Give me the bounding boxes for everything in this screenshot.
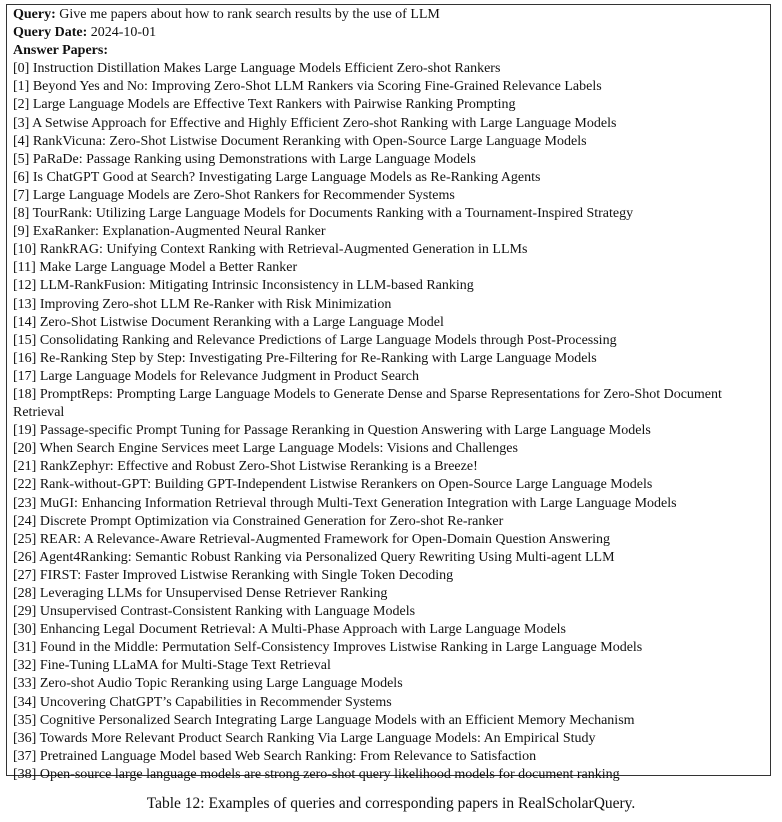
paper-index: [4] bbox=[13, 133, 30, 149]
paper-item bbox=[13, 60, 770, 78]
paper-index: [31] bbox=[13, 640, 37, 656]
paper-index: [29] bbox=[13, 604, 37, 620]
paper-item bbox=[13, 368, 770, 386]
paper-index: [19] bbox=[13, 423, 37, 439]
paper-item bbox=[13, 115, 770, 133]
query-label: Query: bbox=[13, 7, 56, 22]
paper-item bbox=[13, 314, 770, 332]
paper-index: [32] bbox=[13, 658, 37, 674]
paper-title: When Search Engine Services meet Large Language Models: Visions and Challenges bbox=[39, 441, 518, 457]
paper-item bbox=[13, 440, 770, 458]
paper-item bbox=[13, 639, 770, 657]
paper-item bbox=[13, 531, 770, 549]
paper-index: [11] bbox=[13, 260, 36, 276]
paper-title: PaRaDe: Passage Ranking using Demonstrations with Large Language Models bbox=[32, 151, 476, 167]
paper-title: Fine-Tuning LLaMA for Multi-Stage Text Retrieval bbox=[39, 658, 331, 674]
paper-title: Leveraging LLMs for Unsupervised Dense Retriever Ranking bbox=[39, 586, 388, 601]
paper-title: A Setwise Approach for Effective and Highly Efficient Zero-shot Ranking with Large Language Models bbox=[32, 115, 617, 131]
paper-item bbox=[13, 386, 770, 422]
paper-index: [7] bbox=[13, 187, 30, 203]
paper-index: [26] bbox=[13, 549, 37, 565]
paper-index: [38] bbox=[13, 766, 37, 782]
paper-title: Rank-without-GPT: Building GPT-Independent Listwise Rerankers on Open-Source Large Language Models bbox=[39, 477, 653, 493]
query-row bbox=[13, 6, 770, 24]
paper-title: Large Language Models are Zero-Shot Rankers for Recommender Systems bbox=[32, 187, 455, 203]
paper-item bbox=[13, 422, 770, 440]
paper-index: [25] bbox=[13, 531, 37, 547]
paper-title: MuGI: Enhancing Information Retrieval through Multi-Text Generation Integration with Large Language Models bbox=[39, 495, 677, 511]
paper-index: [3] bbox=[13, 115, 30, 131]
paper-title: Enhancing Legal Document Retrieval: A Multi-Phase Approach with Large Language Models bbox=[39, 622, 566, 638]
paper-title: Discrete Prompt Optimization via Constrained Generation for Zero-shot Re-ranker bbox=[39, 513, 504, 529]
query-text: Give me papers about how to rank search results by the use of LLM bbox=[59, 7, 440, 22]
paper-index: [37] bbox=[13, 748, 37, 764]
paper-title: PromptReps: Prompting Large Language Models to Generate Dense and Sparse Representations for Zero-Shot Document Retrieval bbox=[13, 386, 722, 421]
paper-index: [13] bbox=[13, 296, 37, 312]
paper-title: Make Large Language Model a Better Ranker bbox=[39, 260, 298, 276]
paper-title: Improving Zero-shot LLM Re-Ranker with Risk Minimization bbox=[39, 296, 392, 312]
paper-title: Uncovering ChatGPT’s Capabilities in Recommender Systems bbox=[39, 694, 392, 710]
paper-index: [36] bbox=[13, 730, 37, 746]
paper-index: [10] bbox=[13, 242, 37, 258]
paper-title: RankVicuna: Zero-Shot Listwise Document Reranking with Open-Source Large Language Models bbox=[32, 133, 587, 149]
paper-index: [9] bbox=[13, 224, 30, 240]
paper-item bbox=[13, 205, 770, 223]
paper-item bbox=[13, 151, 770, 169]
paper-title: Open-source large language models are strong zero-shot query likelihood models for document ranking bbox=[39, 766, 620, 782]
paper-title: Zero-shot Audio Topic Reranking using Large Language Models bbox=[39, 676, 403, 692]
paper-item bbox=[13, 133, 770, 151]
paper-title: FIRST: Faster Improved Listwise Reranking with Single Token Decoding bbox=[39, 567, 454, 583]
paper-item bbox=[13, 259, 770, 277]
paper-index: [1] bbox=[13, 79, 30, 95]
paper-item bbox=[13, 513, 770, 531]
paper-title: Large Language Models are Effective Text Rankers with Pairwise Ranking Prompting bbox=[32, 97, 516, 113]
paper-index: [0] bbox=[13, 61, 30, 77]
paper-item bbox=[13, 332, 770, 350]
paper-item bbox=[13, 495, 770, 513]
paper-index: [28] bbox=[13, 586, 37, 601]
paper-item bbox=[13, 657, 770, 675]
paper-index: [30] bbox=[13, 622, 37, 638]
query-date-row bbox=[13, 24, 770, 42]
paper-item bbox=[13, 621, 770, 639]
paper-item bbox=[13, 712, 770, 730]
paper-item bbox=[13, 169, 770, 187]
paper-index: [21] bbox=[13, 459, 37, 475]
paper-item bbox=[13, 549, 770, 567]
paper-item bbox=[13, 96, 770, 114]
paper-index: [35] bbox=[13, 712, 37, 728]
paper-title: TourRank: Utilizing Large Language Models for Documents Ranking with a Tournament-Inspired Strategy bbox=[32, 206, 634, 222]
paper-title: RankRAG: Unifying Context Ranking with Retrieval-Augmented Generation in LLMs bbox=[39, 242, 528, 258]
paper-index: [16] bbox=[13, 350, 37, 366]
paper-item bbox=[13, 694, 770, 712]
paper-title: Unsupervised Contrast-Consistent Ranking with Language Models bbox=[39, 604, 416, 620]
paper-title: Instruction Distillation Makes Large Language Models Efficient Zero-shot Rankers bbox=[32, 61, 501, 77]
paper-item bbox=[13, 223, 770, 241]
paper-index: [14] bbox=[13, 314, 37, 330]
paper-list bbox=[13, 60, 770, 784]
paper-title: Beyond Yes and No: Improving Zero-Shot LLM Rankers via Scoring Fine-Grained Relevance Labels bbox=[32, 79, 602, 95]
paper-item bbox=[13, 567, 770, 585]
table-caption: Table 12: Examples of queries and corresponding papers in RealScholarQuery. bbox=[146, 795, 636, 812]
paper-item bbox=[13, 766, 770, 784]
paper-index: [20] bbox=[13, 441, 37, 457]
paper-item bbox=[13, 78, 770, 96]
paper-title: Passage-specific Prompt Tuning for Passage Reranking in Question Answering with Large Language Models bbox=[39, 423, 651, 439]
paper-item bbox=[13, 748, 770, 766]
paper-index: [33] bbox=[13, 676, 37, 692]
paper-item bbox=[13, 675, 770, 693]
paper-item bbox=[13, 476, 770, 494]
paper-index: [12] bbox=[13, 278, 37, 294]
paper-title: Found in the Middle: Permutation Self-Consistency Improves Listwise Ranking in Large Language Models bbox=[39, 640, 643, 656]
paper-index: [23] bbox=[13, 495, 37, 511]
paper-index: [17] bbox=[13, 368, 37, 384]
paper-title: Pretrained Language Model based Web Search Ranking: From Relevance to Satisfaction bbox=[39, 748, 537, 764]
paper-title: Agent4Ranking: Semantic Robust Ranking via Personalized Query Rewriting Using Multi-agent LLM bbox=[39, 549, 615, 565]
paper-index: [6] bbox=[13, 169, 30, 185]
paper-item bbox=[13, 187, 770, 205]
query-date-value: 2024-10-01 bbox=[90, 25, 157, 41]
paper-item bbox=[13, 277, 770, 295]
paper-title: Cognitive Personalized Search Integrating Large Language Models with an Efficient Memory Mechanism bbox=[39, 712, 635, 728]
paper-item bbox=[13, 585, 770, 603]
paper-item bbox=[13, 296, 770, 314]
paper-title: Zero-Shot Listwise Document Reranking with a Large Language Model bbox=[39, 314, 444, 330]
paper-index: [18] bbox=[13, 386, 37, 402]
paper-title: ExaRanker: Explanation-Augmented Neural Ranker bbox=[32, 224, 326, 240]
query-date-label: Query Date: bbox=[13, 25, 88, 41]
paper-index: [2] bbox=[13, 97, 30, 113]
paper-title: RankZephyr: Effective and Robust Zero-Shot Listwise Reranking is a Breeze! bbox=[39, 459, 478, 475]
paper-index: [22] bbox=[13, 477, 37, 493]
answer-papers-label: Answer Papers: bbox=[13, 43, 109, 59]
paper-index: [15] bbox=[13, 332, 37, 348]
paper-item bbox=[13, 603, 770, 621]
query-table bbox=[6, 4, 771, 782]
paper-title: Large Language Models for Relevance Judgment in Product Search bbox=[39, 368, 420, 384]
paper-index: [5] bbox=[13, 151, 30, 167]
paper-item bbox=[13, 730, 770, 748]
paper-item bbox=[13, 458, 770, 476]
paper-title: Towards More Relevant Product Search Ranking Via Large Language Models: An Empirical Study bbox=[39, 730, 596, 746]
paper-title: REAR: A Relevance-Aware Retrieval-Augmented Framework for Open-Domain Question Answering bbox=[39, 531, 611, 547]
paper-index: [27] bbox=[13, 567, 37, 583]
paper-title: Re-Ranking Step by Step: Investigating Pre-Filtering for Re-Ranking with Large Language Models bbox=[39, 350, 597, 366]
paper-index: [24] bbox=[13, 513, 37, 529]
paper-item bbox=[13, 241, 770, 259]
paper-title: LLM-RankFusion: Mitigating Intrinsic Inconsistency in LLM-based Ranking bbox=[39, 278, 474, 294]
paper-item bbox=[13, 350, 770, 368]
paper-title: Consolidating Ranking and Relevance Predictions of Large Language Models through Post-Processing bbox=[39, 332, 617, 348]
paper-index: [8] bbox=[13, 206, 30, 222]
paper-index: [34] bbox=[13, 694, 37, 710]
paper-title: Is ChatGPT Good at Search? Investigating Large Language Models as Re-Ranking Agents bbox=[32, 169, 541, 185]
